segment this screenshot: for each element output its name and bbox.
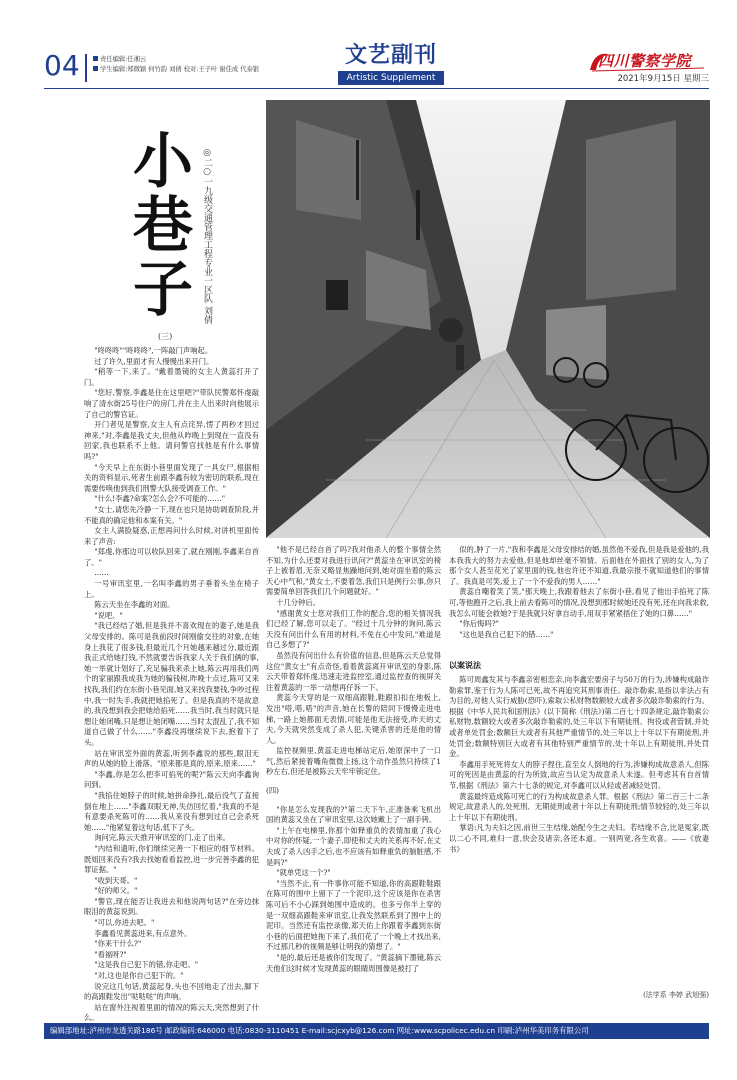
article-paragraph: 黄蕊自嘲着笑了笑,"那天晚上,我跟着他去了东街小巷,看见了他出手掐死了陈可,等他跑开之后,我上前去看陈可的情况,没想到那时候她还没有死,还在向我求救,我怎么可能会救她?于是我就只好拿自动手,用双手紧紧捂住了她的口鼻……"	[449, 587, 709, 618]
article-paragraph: 掌语:凡为夫妇之因,前世三生结缘,始配今生之夫妇。若结缘不合,比是冤家,既以二心不同,难归一意,快会及诸亲,各还本道。一别两宽,各生欢喜。——《放妻书》	[449, 823, 709, 854]
article-title: 小巷子	[133, 127, 193, 325]
article-paragraph: 站在审讯室外面的黄蕊,听到李鑫说的那些,眼泪无声的从她的脸上滑落。"原来都是真的,原来,原来……"	[84, 748, 259, 769]
alley-photo	[266, 100, 710, 538]
article-paragraph: 监控视频里,黄蕊走进电梯站定后,她原深中了一口气,然后紧接着嘴角微微上扬,这个动作虽然只持续了1秒左右,但还是被陈云天牢牢锁定住。	[266, 746, 441, 777]
page-footer: 编辑部地址:泸州市龙透关路186号 邮政编码:646000 电话:0830-3110451 E-mail:scjcxyb@126.com 网址:www.scpolicec.edu.cn 印刷:泸州华美印务有限公司	[44, 1023, 709, 1039]
article-paragraph: "他不是已经自首了吗?我对他杀人的整个事情全然不知,为什么还要对我进行讯问?"黄蕊坐在审讯室的椅子上被着眉,无奈又略显焦躁地问到,她对面坐着的陈云天心中气和,"黄女士,不要着急,我们只是例行公事,你只需要简单回答我们几个问题就好。"	[266, 545, 441, 597]
article-paragraph: 十几分钟后。	[276, 597, 320, 607]
article-paragraph: 李鑫用手死死将女人的脖子捏住,直至女人倒地的行为,涉嫌构成故意杀人,但陈可的死因是由黄蕊的行为所致,故应当认定为故意杀人未遂。但考虑其有自首情节,根据《刑法》第六十七条的规定,对李鑫可以从轻或者减轻处罚。	[449, 759, 709, 790]
article-paragraph: 询问完,陈云天推开审讯室的门,走了出来。	[94, 833, 231, 843]
article-paragraph: "这是我自己犯下的错,你走吧。"	[94, 960, 199, 970]
article-paragraph: 黄蕊今天穿的是一双细高跟鞋,鞋跟扣扣在地板上,发出"嗒,嗒,嗒"的声音,她在长警的陪同下慢慢走进电梯,一路上她都面无表情,可能是他无法接受,昨天的丈夫,今天就突然变成了杀人犯,关键杀害的还是他的情人。	[266, 693, 441, 745]
article-paragraph: "是的,最后还是被你们发现了。"黄蕊摘下墨镜,陈云天他们这时候才发现黄蕊的眼睛周围像是被打了	[266, 952, 441, 973]
article-paragraph: 过了许久,里面才有人慢慢出来开门。	[94, 356, 214, 366]
article-paragraph: "李鑫,你是怎么把李可掐死的呢?"陈云天向李鑫询问到。	[84, 769, 259, 790]
article-paragraph: "稍等一下,来了。"戴着墨镜的女主人黄蕊打开了门。	[84, 367, 259, 387]
editor-credits	[93, 55, 259, 75]
case-commentary-body	[449, 675, 709, 999]
article-paragraph: 开门者见是警察,女主人有点诧异,愣了两秒才回过神来,"对,李鑫是我丈夫,但他从昨晚上到现在一直没有回家,我也联系不上他。请问警官找他是有什么事情吗?"	[84, 420, 259, 461]
article-paragraph: "就单凭这一个?"	[276, 868, 331, 878]
article-paragraph: "对,这也是你自己犯下的。"	[94, 971, 184, 981]
article-paragraph: "今天早上在东街小巷里面发现了一具女尸,根据相关的资料显示,死者生前跟李鑫有较为密切的联系,现在需要传唤他到我们刑警大队接受调查工作。"	[84, 462, 259, 493]
article-paragraph: "收到天哥。"	[94, 875, 138, 885]
article-paragraph: "看福呀?"	[94, 949, 127, 959]
article-paragraph: 说完这几句话,黄蕊起身,头也不回地走了出去,脚下的高跟鞋发出"哒哒哒"的声响。	[84, 981, 259, 1002]
article-paragraph: "什么!李鑫?命案?怎么会?不可能的……"	[94, 494, 226, 504]
page-header	[0, 0, 737, 100]
college-logo	[588, 50, 708, 72]
article-paragraph: "郑虔,你那边可以收队回来了,就在刚刚,李鑫来自首了。"	[84, 547, 259, 567]
bullet-square-icon	[93, 56, 98, 61]
article-paragraph: 陈可周鑫发其与李鑫亲密相恋亲,向李鑫宏要房子与50万的行为,涉嫌构成敲诈勒索罪,鉴于行为人陈可已死,故不再追究其刑事责任。敲诈勒索,是指以非法占有为目的,对他人实行威胁(恐吓),索取公私财物数额较大或者多次敲诈勒索的行为。根据《中华人民共和国刑法》(以下简称《刑法》)第二百七十四条规定,敲诈勒索公私财物,数额较大或者多次敲诈勒索的,处三年以下有期徒刑、拘役或者管制,并处或者单处罚金;数额巨大或者有其他严重情节的,处三年以上十年以下有期徒刑,并处罚金;数额特别巨大或者有其他特别严重情节的,处十年以上有期徒刑,并处罚金。	[449, 675, 709, 759]
article-paragraph: "感谢黄女士您对我们工作的配合,您的相关情况我们已经了解,您可以走了。"经过十几分钟的询问,陈云天没有问出什么有用的材料,不免在心中发问,"难道是自己多想了?"	[266, 608, 441, 650]
section-marker: (三)	[158, 332, 173, 341]
article-paragraph: 似的,肿了一片,"我和李鑫是父母安排结的婚,虽然他不爱我,但是我是爱他的,我本我我大的努力去爱他,但是他却丝毫不领情。后面他在外面找了别的女人,为了那个女人甚至花光了家里面的钱,他也许还不知道,我最宗报不就知道他们的事情了。我真是可笑,爱上了一个不爱我的男人……"	[449, 545, 709, 586]
article-paragraph: "当然不止,有一件事你可能不知道,你的高跟鞋鞋跟在陈可的围中上留下了一个泥印,这个应该是你在杀害陈可后不小心踩到她围中造成的。也多亏你半上穿的是一双细高跟鞋来审讯室,让我发然联系到了围中上的泥印。当然还有监控录像,郑天佑上你跟着李鑫到东街小巷的后面把她拖下来了,我们花了一个晚上才找出来,不过那几秒的视频是够让明我的猜想了。"	[266, 878, 441, 952]
article-column-2	[266, 545, 441, 999]
section-marker: (四)	[266, 786, 279, 796]
article-paragraph: "你是怎么发现我的?"第二天下午,正准备乘飞机出国的黄蕊又坐在了审讯室里,这次她戴上了一副手铐。	[266, 804, 441, 825]
article-paragraph: "您好,警察,李鑫是住在这里吧?"带队民警郑怀虔敲响了清水街25号住户的房门,并在主人出来时向他展示了自己的警官证。	[84, 388, 259, 419]
article-paragraph: "咚咚咚""咚咚咚",一阵敲门声响起。	[94, 346, 213, 355]
student-editors-line: 学生编辑:郑微颖 何竹韵 刘倩 校对:王子叶 谢佳成 代泰银	[100, 66, 260, 73]
editor-line: 责任编辑:任湘云	[100, 56, 147, 63]
article-paragraph: "我已经结了婚,但是我并不喜欢现在的妻子,她是我父母安排的。陈可是我前段时间刚偷交往的对象,在她身上我花了很多钱,但最近几个月她越来越过分,最近跟我正式给她打钱,不然就要告诉我家人关于我们俩的事,她一举就计划好了,充足骗我来杀上她,陈云再用我们两个的家丽跟我成我为她的骗钱树,昨晚十点过,陈可又来找我,我们约在东街小巷见面,她又来找我要钱,争吵过程中,我一时失手,我就把她掐死了。但是我真的不是故意的,我没想到我会把她给掐死……我当时,我当时就只是想让她闭嘴,只是想让她闭嘴……当时太混乱了,我不知道自己做了什么……"李鑫没再继续说下去,抱着下了头。	[84, 621, 259, 747]
issue-date: 2021年9月15日 星期三	[617, 74, 709, 84]
article-column-3	[449, 545, 709, 655]
header-rule	[44, 88, 709, 89]
article-paragraph: 虽然没有问出什么有价值的信息,但是陈云天总觉得这位"黄女士"有点奇怪,看着黄蕊离开审讯室的身影,陈云天带着郑怀虔,迅速走进监控室,通过监控查的视屏关注着黄蕊的一举一动想再仔诉一下。	[266, 650, 441, 692]
logo-text: 四川警察学院	[598, 52, 692, 70]
article-paragraph: "内结和遗听,你们继续完善一下相应的细节材料。既姐回来没有?我去找她看看监控,进一步完善李鑫的犯罪证据。"	[84, 843, 259, 875]
column-subtitle: Artistic Supplement	[338, 71, 444, 85]
bullet-square-icon	[93, 66, 98, 71]
article-byline: ◎二○一九级交通管理工程专业一区队 刘倩	[202, 148, 212, 324]
case-commentary-heading: 以案说法	[449, 661, 481, 670]
article-paragraph: 一号审讯室里,一名叫李鑫的男子垂着头坐在椅子上。	[84, 579, 259, 599]
article-paragraph: "这也是我自己犯下的错……"	[459, 629, 554, 639]
article-paragraph: 黄蕊最终造成陈可死亡的行为构成故意杀人罪。根据《刑法》第二百三十二条规定,故意杀人的,处死刑、无期徒刑或者十年以上有期徒刑;情节较轻的,处三年以上十年以下有期徒刑。	[449, 791, 709, 822]
header-divider	[85, 54, 87, 82]
article-column-1	[84, 346, 259, 1023]
article-paragraph: 李鑫看见黄蕊进来,有点意外。	[94, 928, 192, 938]
article-paragraph: "警官,现在能否让我进去和他说两句话?"在旁边抹眼泪的黄蕊说到。	[84, 896, 259, 917]
commentary-credit: (法学系 李婷 武旭强)	[643, 991, 709, 999]
article-paragraph: "说吧。"	[94, 610, 123, 620]
article-paragraph: 女主人满脸疑惑,正想再问什么时候,对讲机里面传来了声音:	[84, 526, 259, 546]
article-paragraph: "上午在电梯里,你那个如释重负的表情加重了我心中对你的怀疑,一个妻子,即使和丈夫的关系再不好,在丈夫成了杀人凶手之后,也不应该有如释重负的脑脏感,不是吗?"	[266, 825, 441, 867]
article-paragraph: "你后悔吗?"	[459, 619, 500, 629]
article-paragraph: "你来干什么?"	[94, 939, 142, 949]
article-paragraph: 站在窗外注视着里面的情况的陈云天,突然想到了什么。	[84, 1002, 259, 1023]
article-paragraph: "好的师父。"	[94, 886, 138, 896]
article-paragraph: 陈云天坐在李鑫的对面。	[94, 600, 175, 610]
article-paragraph: "女士,请您先冷静一下,现在也只是协助调查阶段,并不能真的确定他和本案有关。"	[84, 504, 259, 525]
article-paragraph: "我掐住她脖子的时候,她拼命挣扎,最后没气了直接倒在地上……"李鑫双眼无神,失仿回忆着,"我真的不是有意要杀死陈可的……我从来没有想到过自己会杀死她……"他紧复着这句话,低下了头。	[84, 790, 259, 832]
page-number: 04	[44, 49, 80, 82]
article-paragraph: "可以,你进去吧。"	[94, 918, 155, 928]
article-paragraph: ……	[94, 568, 109, 578]
column-title: 文艺副刊	[344, 42, 437, 68]
